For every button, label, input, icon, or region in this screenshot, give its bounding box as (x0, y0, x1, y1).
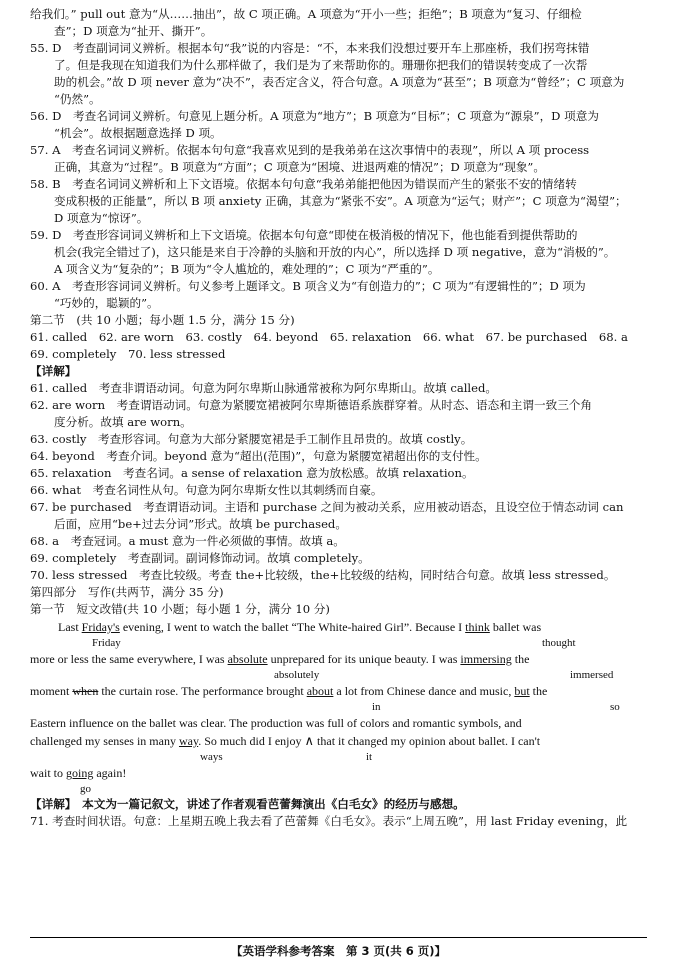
essay-line: wait to going again! (30, 766, 127, 780)
correction-word: absolutely (274, 669, 320, 681)
correction-word: thought (542, 637, 576, 649)
error-word: absolute (227, 652, 268, 666)
text-line: 57. A 考查名词词义辨析。依据本句句意“我喜欢见到的是我弟弟在这次事情中的表现”，所以 A 项 process (30, 143, 590, 157)
answer-key-line: 69. completely 70. less stressed (30, 347, 226, 361)
text-line: 56. D 考查名词词义辨析。句意见上题分析。A 项意为“地方”；B 项意为“目标”；C 项意为“源泉”，D 项意为 (30, 109, 599, 123)
correction-line (30, 750, 650, 764)
text-line: 58. B 考查名词词义辨析和上下文语境。依据本句句意“我弟弟能把他因为错误而产生的紧张不安的情绪转 (30, 177, 577, 191)
text-line: 变成积极的正能量”，所以 B 项 anxiety 正确，其意为“紧张不安”。A 项意为“运气；财产”；C 项意为“渴望”； (54, 194, 627, 208)
detail-heading: 【详解】 (30, 364, 77, 378)
text-line: 67. be purchased 考查谓语动词。主语和 purchase 之间为被动关系，应用被动语态，且设空位于情态动词 can (30, 500, 624, 514)
text-line: 后面，应用“be+过去分词”形式。故填 be purchased。 (54, 517, 347, 531)
text-line: 机会(我完全错过了)，这只能是来自于冷静的头脑和开放的内心”，所以选择 D 项 negative，意为“消极的”。 (54, 245, 616, 259)
error-word: way (178, 734, 199, 748)
insertion-mark: ∧ (304, 733, 315, 748)
correction-line (30, 782, 650, 796)
section-heading: 第二节 (共 10 小题；每小题 1.5 分，满分 15 分) (30, 313, 295, 327)
error-word: going (66, 766, 94, 780)
correction-line (30, 700, 650, 714)
error-correction-essay (30, 618, 650, 796)
correction-line (30, 636, 650, 650)
text-line: 55. D 考查副词词义辨析。根据本句“我”说的内容是：“不，本来我们没想过要开车上那座桥，我们拐弯抹错 (30, 41, 590, 55)
text-line: 查”；D 项意为“扯开、撕开”。 (54, 24, 213, 38)
essay-line: more or less the same everywhere, I was absolute unprepared for its unique beauty. I was immersing the (30, 652, 530, 666)
text-line: 69. completely 考查副词。副词修饰动词。故填 completely。 (30, 551, 370, 565)
text-line: 65. relaxation 考查名词。a sense of relaxation 意为放松感。故填 relaxation。 (30, 466, 474, 480)
text-line: A 项含义为“复杂的”；B 项为“令人尴尬的，难处理的”；C 项为“严重的”。 (54, 262, 440, 276)
text-line: 助的机会。”故 D 项 never 意为“决不”，表否定含义，符合句意。A 项意为“甚至”；B 项意为“曾经”；C 项意为 (54, 75, 625, 89)
text-line: 度分析。故填 are worn。 (54, 415, 192, 429)
essay-line: challenged my senses in many way. So much did I enjoy ∧ that it changed my opinion about ballet. I can't (30, 733, 541, 748)
correction-word: go (80, 783, 91, 795)
text-line: D 项意为“惊讶”。 (54, 211, 149, 225)
error-word: Friday's (81, 620, 120, 634)
correction-word: so (610, 701, 620, 713)
deleted-word: when (72, 684, 99, 698)
essay-line: moment when the curtain rose. The performance brought about a lot from Chinese dance and music, but the (30, 684, 548, 698)
text-line: 61. called 考查非谓语动词。句意为阿尔卑斯山脉通常被称为阿尔卑斯山。故填 called。 (30, 381, 498, 395)
text-line: 了。但是我现在知道我们为什么那样做了，我们是为了来帮助你的。珊珊你把我们的错误转变成了一次帮 (54, 58, 588, 72)
section-heading: 第一节 短文改错(共 10 小题；每小题 1 分，满分 10 分) (30, 602, 330, 616)
text-line: “仍然”。 (54, 92, 101, 106)
footer-rule (30, 937, 647, 938)
correction-word: immersed (570, 669, 614, 681)
text-line: 70. less stressed 考查比较级。考查 the+比较级，the+比较级的结构，同时结合句意。故填 less stressed。 (30, 568, 616, 582)
text-line: 59. D 考查形容词词义辨析和上下文语境。依据本句句意“即使在极消极的情况下，他也能看到提供帮助的 (30, 228, 578, 242)
text-line: 63. costly 考查形容词。句意为大部分紧腰宽裙是手工制作且昂贵的。故填 costly。 (30, 432, 473, 446)
correction-word: in (372, 701, 381, 713)
text-line: 71. 考查时间状语。句意：上星期五晚上我去看了芭蕾舞《白毛女》。表示“上周五晚”，用 last Friday evening，此 (30, 814, 628, 828)
text-line: 62. are worn 考查谓语动词。句意为紧腰宽裙被阿尔卑斯德语系族群穿着。从时态、语态和主谓一致三个角 (30, 398, 592, 412)
correction-line (30, 668, 650, 682)
text-line: 66. what 考查名词性从句。句意为阿尔卑斯女性以其刺绣而自豪。 (30, 483, 383, 497)
correction-word: Friday (92, 637, 121, 649)
error-word: immersing (460, 652, 512, 666)
text-line: “巧妙的，聪颖的”。 (54, 296, 159, 310)
detail-summary: 【详解】 本文为一篇记叙文，讲述了作者观看芭蕾舞演出《白毛女》的经历与感想。 (30, 797, 465, 811)
error-word: but (514, 684, 530, 698)
error-word: think (465, 620, 490, 634)
text-line: “机会”。故根据题意选择 D 项。 (54, 126, 222, 140)
correction-word: it (366, 751, 373, 763)
essay-line: Last Friday's evening, I went to watch the ballet “The White-haired Girl”. Because I think ballet was (58, 620, 542, 634)
text-line: 正确，其意为“过程”。B 项意为“方面”；C 项意为“困境、进退两难的情况”；D 项意为“现象”。 (54, 160, 545, 174)
page-footer: 【英语学科参考答案 第 3 页(共 6 页)】 (230, 944, 447, 958)
answer-key-line: 61. called 62. are worn 63. costly 64. beyond 65. relaxation 66. what 67. be purchased 68. a (30, 330, 628, 344)
correction-word: ways (200, 751, 223, 763)
text-line: 64. beyond 考查介词。beyond 意为“超出(范围)”，句意为紧腰宽裙超出你的支付性。 (30, 449, 487, 463)
section-heading: 第四部分 写作(共两节，满分 35 分) (30, 585, 224, 599)
text-line: 给我们。” pull out 意为“从……抽出”，故 C 项正确。A 项意为“开小一些；拒绝”；B 项意为“复习、仔细检 (30, 7, 582, 21)
answer-page (30, 6, 650, 830)
text-line: 60. A 考查形容词词义辨析。句义参考上题译文。B 项含义为“有创造力的”；C 项为“有逻辑性的”；D 项为 (30, 279, 586, 293)
essay-line: Eastern influence on the ballet was clear. The production was full of colors and romantic symbols, and (30, 716, 522, 730)
text-line: 68. a 考查冠词。a must 意为一件必须做的事情。故填 a。 (30, 534, 345, 548)
error-word: about (306, 684, 334, 698)
